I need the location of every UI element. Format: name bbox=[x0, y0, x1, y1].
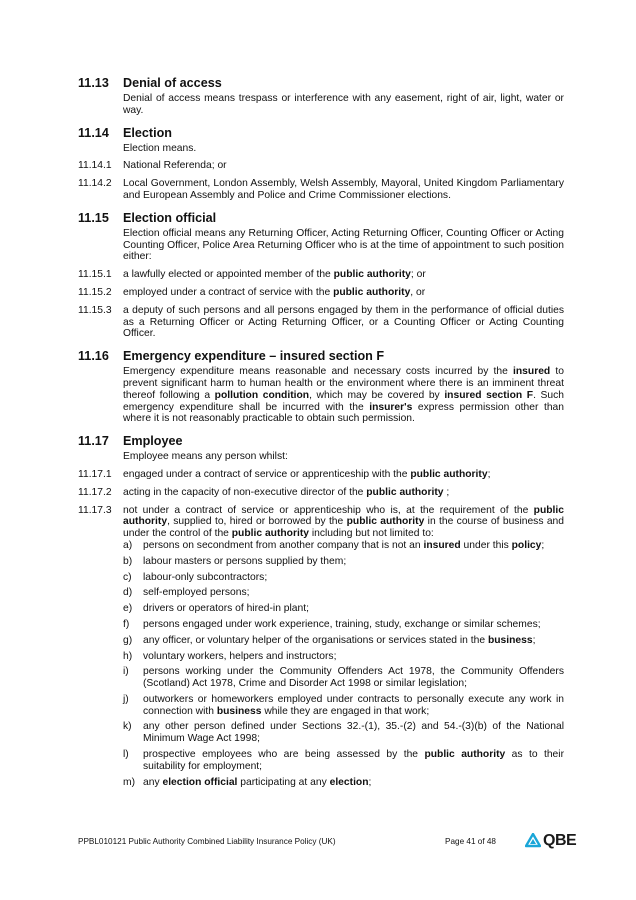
defined-term: public authority bbox=[231, 528, 309, 540]
text-run: in the course of business and under the control of the bbox=[123, 516, 564, 540]
text-run: ; bbox=[541, 539, 545, 551]
section-paragraph: Election means. bbox=[123, 142, 197, 154]
defined-term: election bbox=[329, 776, 369, 788]
section-heading-11-17 bbox=[78, 434, 564, 449]
section-number: 11.14 bbox=[78, 125, 109, 140]
section-number: 11.15 bbox=[78, 210, 109, 225]
sub-item-letter: b) bbox=[123, 555, 133, 567]
text-run: while they are engaged in that work; bbox=[261, 705, 430, 717]
text-run: not under a contract of service or apprenticeship who is, at the requirement of the bbox=[123, 504, 534, 516]
text-run: express permission other than where it is not reasonably practicable to obtain such permission. bbox=[123, 401, 565, 425]
clause-number: 11.15.2 bbox=[78, 286, 112, 298]
sub-item bbox=[123, 651, 564, 663]
section-heading-11-16 bbox=[78, 349, 564, 364]
logo-text: QBE bbox=[543, 832, 577, 849]
sub-item-letter: g) bbox=[123, 634, 133, 646]
definitions-content bbox=[78, 76, 564, 788]
section-number: 11.17 bbox=[78, 434, 109, 449]
defined-term: public authority bbox=[123, 504, 564, 528]
sub-item-letter: j) bbox=[123, 693, 129, 705]
sub-item-text: voluntary workers, helpers and instructors; bbox=[143, 650, 337, 662]
defined-term: public authority bbox=[333, 269, 411, 281]
sub-item bbox=[123, 777, 564, 789]
sub-item-letter: m) bbox=[123, 776, 136, 788]
section-title: Denial of access bbox=[123, 76, 222, 90]
text-run: acting in the capacity of non-executive director of the bbox=[123, 486, 367, 498]
clause-item bbox=[78, 505, 564, 540]
text-run: , supplied to, hired or borrowed by the bbox=[167, 516, 347, 528]
clause-number: 11.14.1 bbox=[78, 160, 112, 172]
clause-item bbox=[78, 160, 564, 172]
sub-item-letter: l) bbox=[123, 749, 129, 761]
text-run: ; bbox=[532, 634, 536, 646]
clause-text bbox=[123, 487, 564, 499]
defined-term: public authority bbox=[346, 516, 425, 528]
text-run: ; bbox=[368, 776, 372, 788]
text-run: ; bbox=[443, 486, 450, 498]
defined-term: public authority bbox=[410, 468, 488, 480]
sub-item-text: persons engaged under work experience, training, study, exchange or similar schemes; bbox=[143, 618, 541, 630]
clause-number: 11.15.3 bbox=[78, 304, 112, 316]
sub-item-letter: c) bbox=[123, 571, 132, 583]
text-run: outworkers or homeworkers employed under contracts to personally execute any work in connection with bbox=[143, 693, 564, 717]
sub-item-letter: a) bbox=[123, 539, 133, 551]
clause-item bbox=[78, 287, 564, 299]
sub-item bbox=[123, 666, 564, 690]
clause-item bbox=[78, 178, 564, 202]
sub-item-letter: e) bbox=[123, 603, 133, 615]
qbe-logo bbox=[525, 832, 576, 850]
text-run: persons on secondment from another company that is not an bbox=[143, 539, 424, 551]
sub-item bbox=[123, 556, 564, 568]
section-title: Election official bbox=[123, 210, 217, 225]
clause-number: 11.17.1 bbox=[78, 468, 112, 480]
sub-item-letter: d) bbox=[123, 587, 133, 599]
clause-number: 11.14.2 bbox=[78, 178, 112, 190]
text-run: ; bbox=[487, 468, 491, 480]
defined-term: public authority bbox=[366, 486, 444, 498]
sub-item bbox=[123, 619, 564, 631]
sub-item-letter: h) bbox=[123, 650, 133, 662]
defined-term: insurer's bbox=[369, 401, 413, 413]
defined-term: business bbox=[487, 634, 533, 646]
section-heading-11-15 bbox=[78, 211, 564, 226]
clause-text: National Referenda; or bbox=[123, 160, 227, 172]
text-run: engaged under a contract of service or apprenticeship with the bbox=[123, 468, 411, 480]
section-title: Emergency expenditure – insured section F bbox=[123, 349, 385, 364]
defined-term: public authority bbox=[333, 286, 411, 298]
section-number: 11.13 bbox=[78, 76, 109, 90]
sub-item-text: drivers or operators of hired-in plant; bbox=[143, 603, 309, 615]
text-run: as to their suitability for employment; bbox=[143, 749, 564, 772]
sub-item bbox=[123, 694, 564, 718]
clause-item bbox=[78, 305, 564, 340]
section-number: 11.16 bbox=[78, 349, 109, 364]
clause-text bbox=[123, 269, 564, 281]
defined-term: business bbox=[216, 705, 262, 717]
sub-item bbox=[123, 587, 564, 599]
clause-text: a deputy of such persons and all persons engaged by them in the performance of official duties as a Returning Officer or Acting Returning Officer, or a Counting Officer or Acting Counting Officer. bbox=[123, 304, 564, 340]
text-run: to prevent significant harm to human health or the environment where there is an imminent threat thereof following a bbox=[123, 366, 564, 401]
sub-item-text bbox=[143, 635, 564, 647]
page-number: Page 41 of 48 bbox=[445, 837, 496, 846]
clause-text bbox=[123, 287, 564, 299]
section-paragraph: Election official means any Returning Officer, Acting Returning Officer, Counting Officer or Acting Counting Officer, Police Area Returning Officer who is at the time of appointment to such position either: bbox=[123, 227, 564, 263]
clause-item bbox=[78, 469, 564, 481]
text-run: , or bbox=[410, 286, 426, 298]
clause-number: 11.17.3 bbox=[78, 504, 112, 516]
defined-term: insured section F bbox=[444, 389, 534, 401]
clause-item bbox=[78, 487, 564, 499]
section-heading-11-13 bbox=[78, 76, 564, 91]
qbe-logo-icon bbox=[525, 833, 541, 849]
defined-term: public authority bbox=[424, 749, 506, 761]
defined-term: election official bbox=[162, 776, 238, 788]
page-footer bbox=[78, 832, 578, 852]
sub-item-text: any other person defined under Sections 32.-(1), 35.-(2) and 54.-(3)(b) of the National Minimum Wage Act 1998; bbox=[143, 721, 564, 745]
text-run: . Such emergency expenditure shall be incurred with the bbox=[123, 389, 564, 413]
clause-text bbox=[123, 505, 564, 540]
text-run: any officer, or voluntary helper of the organisations or services stated in the bbox=[143, 634, 488, 646]
section-title: Election bbox=[123, 125, 172, 140]
sub-item-letter: i) bbox=[123, 666, 129, 678]
section-paragraph: Denial of access means trespass or interference with any easement, right of air, light, water or way. bbox=[123, 93, 564, 116]
clause-item bbox=[78, 269, 564, 281]
sub-item-text: labour-only subcontractors; bbox=[143, 571, 268, 583]
defined-term: policy bbox=[511, 539, 542, 551]
sub-item-text: labour masters or persons supplied by them; bbox=[143, 555, 347, 567]
sub-item bbox=[123, 635, 564, 647]
sub-item-text: self-employed persons; bbox=[143, 587, 250, 599]
defined-term: insured bbox=[513, 366, 551, 378]
clause-number: 11.15.1 bbox=[78, 269, 112, 281]
defined-term: insured bbox=[423, 539, 461, 551]
sub-item-text bbox=[143, 694, 564, 718]
text-run: participating at any bbox=[237, 776, 330, 788]
section-paragraph: Employee means any person whilst: bbox=[123, 451, 288, 463]
sub-item-letter: k) bbox=[123, 721, 132, 733]
text-run: any bbox=[143, 776, 163, 788]
clause-text bbox=[123, 469, 564, 481]
sub-item bbox=[123, 721, 564, 745]
clause-text: Local Government, London Assembly, Welsh Assembly, Mayoral, United Kingdom Parliamentary and European Assembly and Police and Crime Commissioner elections. bbox=[123, 178, 564, 201]
section-heading-11-14 bbox=[78, 126, 564, 141]
sub-item bbox=[123, 749, 564, 773]
text-run: under this bbox=[460, 539, 512, 551]
text-run: Emergency expenditure means reasonable and necessary costs incurred by the bbox=[123, 366, 514, 378]
text-run: ; or bbox=[410, 269, 426, 281]
sub-item-text bbox=[143, 777, 564, 789]
text-run: prospective employees who are being assessed by the bbox=[143, 749, 425, 761]
section-paragraph bbox=[123, 366, 564, 425]
sub-item bbox=[123, 572, 564, 584]
sub-item-text bbox=[143, 749, 564, 773]
sub-item bbox=[123, 603, 564, 615]
text-run: , which may be covered by bbox=[309, 389, 445, 401]
defined-term: pollution condition bbox=[214, 389, 310, 401]
clause-number: 11.17.2 bbox=[78, 486, 112, 498]
sub-item-letter: f) bbox=[123, 618, 130, 630]
text-run: employed under a contract of service with the bbox=[123, 286, 334, 298]
sub-item-text bbox=[143, 540, 564, 552]
text-run: a lawfully elected or appointed member of the bbox=[123, 269, 334, 281]
document-code: PPBL010121 Public Authority Combined Liability Insurance Policy (UK) bbox=[78, 837, 336, 846]
sub-item-text: persons working under the Community Offenders Act 1978, the Community Offenders (Scotland) Act 1978, Crime and Disorder Act 1998 or similar legislation; bbox=[143, 666, 564, 690]
text-run: including but not limited to: bbox=[309, 528, 434, 540]
sub-item bbox=[123, 540, 564, 552]
section-title: Employee bbox=[123, 434, 183, 449]
